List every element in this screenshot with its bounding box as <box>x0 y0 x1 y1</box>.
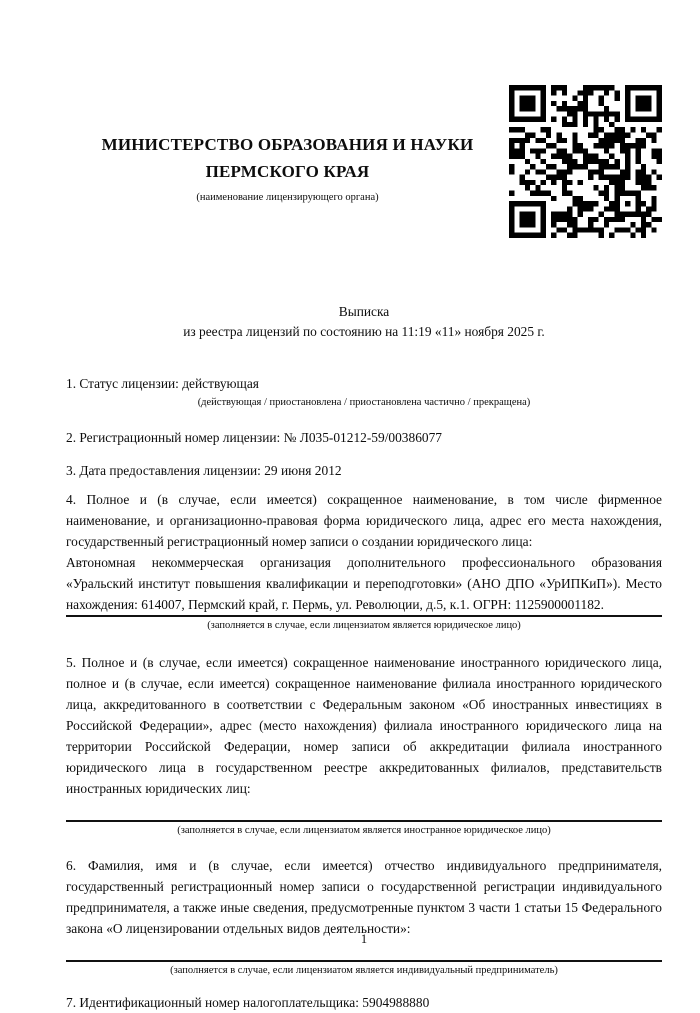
field-foreign-entity <box>66 652 662 838</box>
field-registration-number <box>66 427 662 448</box>
document-title-line1: Выписка <box>338 304 390 319</box>
ministry-name-line1: МИНИСТЕРСТВО ОБРАЗОВАНИЯ И НАУКИ <box>101 135 474 154</box>
field-legal-entity-caption: (заполняется в случае, если лицензиатом является юридическое лицо) <box>207 620 521 631</box>
issuing-authority-block <box>66 85 509 203</box>
document-title-line2: из реестра лицензий по состоянию на 11:19 «11» ноября 2025 г. <box>183 324 545 339</box>
qr-code-icon <box>509 85 662 238</box>
field-license-status-caption: (действующая / приостановлена / приостановлена частично / прекращена) <box>197 397 531 408</box>
field-entrepreneur-question: 6. Фамилия, имя и (в случае, если имеется) отчество индивидуального предпринимателя, государственный регистрационный номер записи о государственной регистрации индивидуального предпринимателя, а также иные сведения, предусмотренные пунктом 3 части 1 статьи 15 Федерального закона «О лицензировании отдельных видов деятельности»: <box>66 858 662 936</box>
field-foreign-entity-caption: (заполняется в случае, если лицензиатом является иностранное юридическое лицо) <box>177 825 551 836</box>
fields-list <box>66 373 662 1013</box>
field-license-status-text: 1. Статус лицензии: действующая <box>66 376 259 391</box>
ministry-caption: (наименование лицензирующего органа) <box>196 192 379 203</box>
page-number: 1 <box>360 932 368 946</box>
field-registration-number-text: 2. Регистрационный номер лицензии: № Л035-01212-59/00386077 <box>66 430 442 445</box>
field-entrepreneur-caption: (заполняется в случае, если лицензиатом является индивидуальный предприниматель) <box>170 965 558 976</box>
field-grant-date-text: 3. Дата предоставления лицензии: 29 июня 2012 <box>66 463 342 478</box>
field-foreign-entity-question: 5. Полное и (в случае, если имеется) сокращенное наименование иностранного юридического лица, полное и (в случае, если имеется) сокращенное наименование филиала иностранного юридического лица, аккредитованного в соответствии с Федеральным законом «Об иностранных инвестициях в Российской Федерации», адрес (место нахождения) филиала иностранного юридического лица на территории Российской Федерации, номер записи об аккредитации филиала иностранного юридического лица в государственном реестре аккредитованных филиалов, представительств иностранных юридических лиц: <box>66 655 662 796</box>
field-entrepreneur <box>66 855 662 978</box>
field-legal-entity <box>66 489 662 633</box>
field-inn <box>66 992 662 1013</box>
field-legal-entity-value: Автономная некоммерческая организация дополнительного профессионального образования «Уральский институт повышения квалификации и переподготовки» (АНО ДПО «УрИПКиП»). Место нахождения: 614007, Пермский край, г. Пермь, ул. Революции, д.5, к.1. ОГРН: 1125900001182. <box>66 555 662 612</box>
field-inn-text: 7. Идентификационный номер налогоплательщика: 5904988880 <box>66 995 430 1010</box>
field-grant-date <box>66 460 662 481</box>
document-title <box>66 302 662 342</box>
field-license-status <box>66 373 662 410</box>
document-header <box>66 0 662 238</box>
field-legal-entity-question: 4. Полное и (в случае, если имеется) сокращенное наименование, в том числе фирменное наименование, и организационно-правовая форма юридического лица, адрес его места нахождения, государственный регистрационный номер записи о создании юридического лица: <box>66 492 662 549</box>
ministry-name <box>66 131 509 185</box>
ministry-name-line2: ПЕРМСКОГО КРАЯ <box>205 162 370 181</box>
field-foreign-entity-value <box>66 799 662 820</box>
